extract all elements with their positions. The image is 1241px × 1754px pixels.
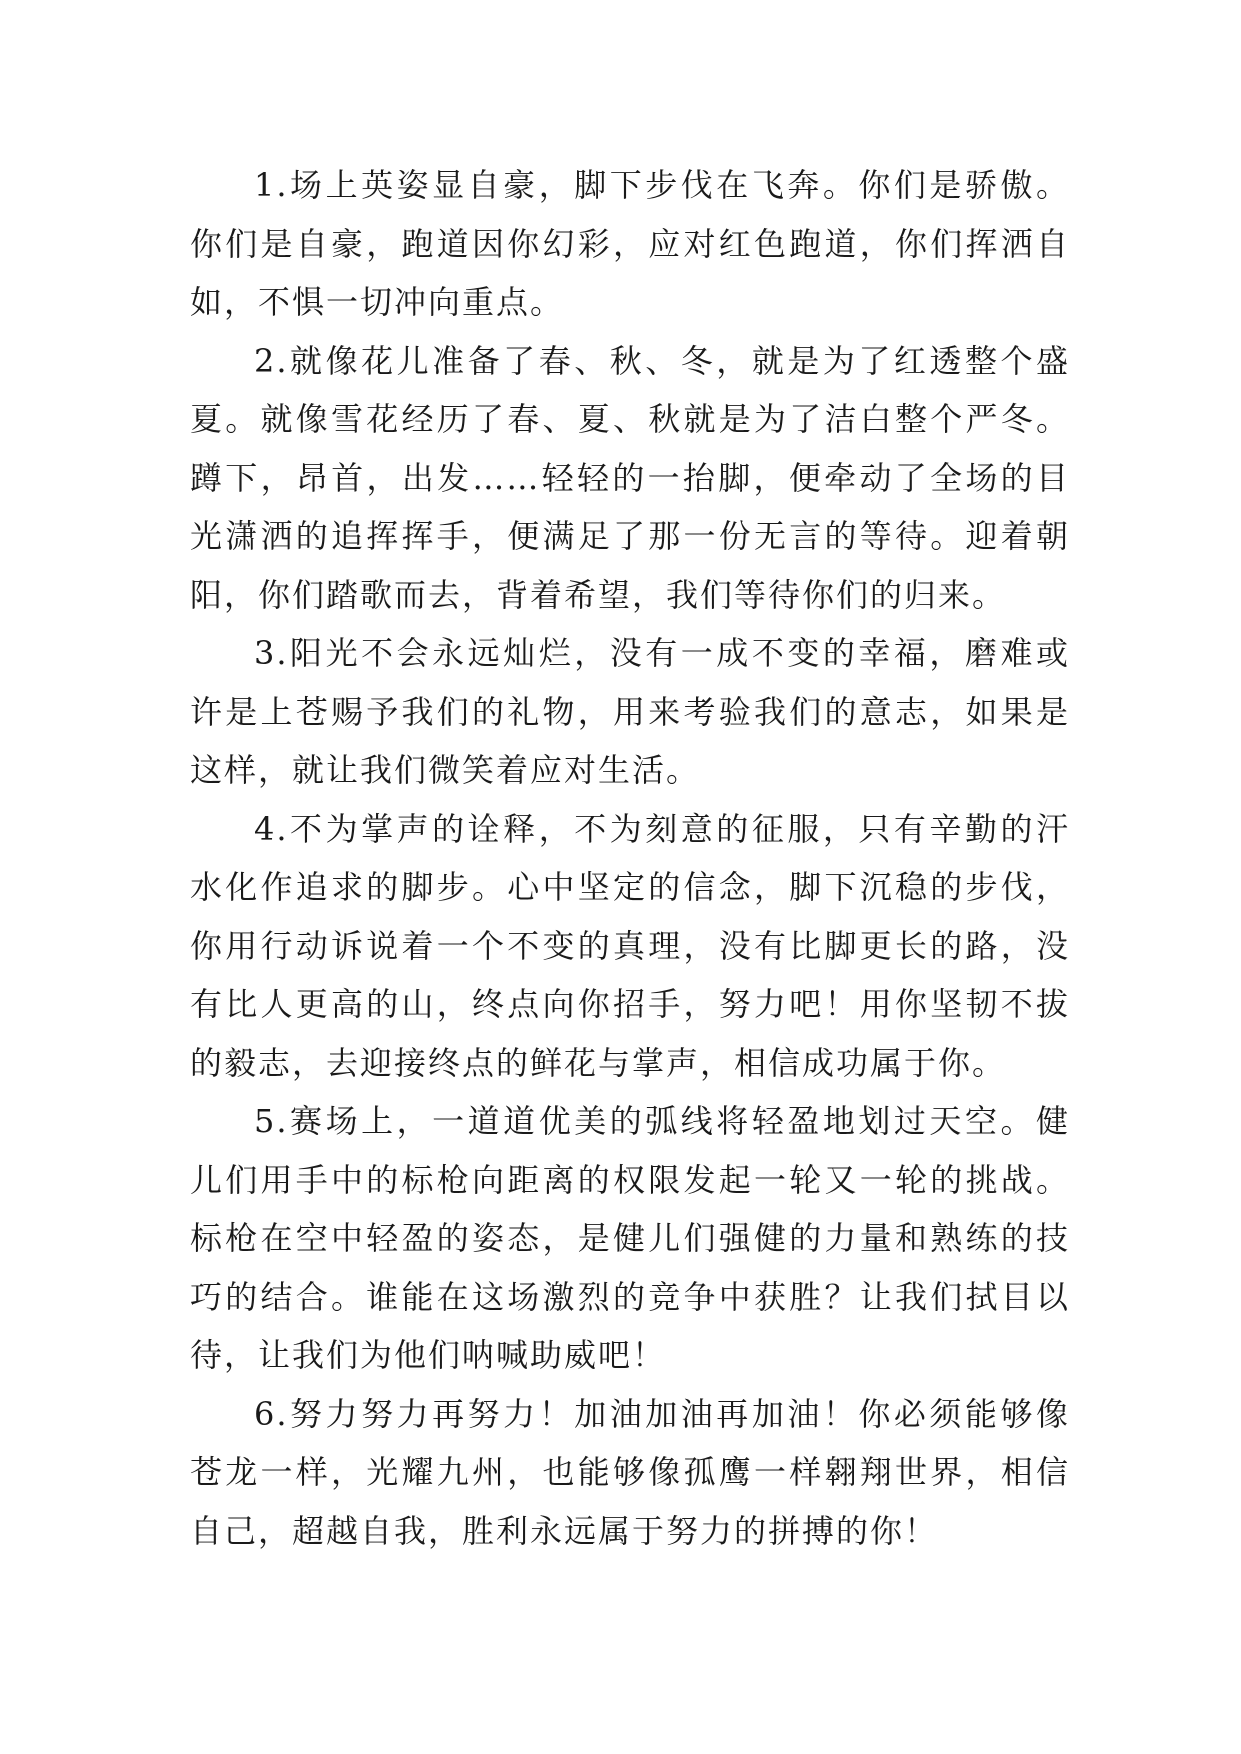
paragraph-3: 3.阳光不会永远灿烂，没有一成不变的幸福，磨难或许是上苍赐予我们的礼物，用来考验我们的意志，如果是这样，就让我们微笑着应对生活。 [190, 634, 1070, 789]
document-body [190, 156, 1070, 1560]
paragraph-6: 6.努力努力再努力！加油加油再加油！你必须能够像苍龙一样，光耀九州，也能够像孤鹰一样翱翔世界，相信自己，超越自我，胜利永远属于努力的拼搏的你！ [190, 1394, 1070, 1550]
paragraph-4: 4.不为掌声的诠释，不为刻意的征服，只有辛勤的汗水化作追求的脚步。心中坚定的信念，脚下沉稳的步伐，你用行动诉说着一个不变的真理，没有比脚更长的路，没有比人更高的山，终点向你招手，努力吧！用你坚韧不拔的毅志，去迎接终点的鲜花与掌声，相信成功属于你。 [190, 809, 1070, 1082]
paragraph-1: 1.场上英姿显自豪，脚下步伐在飞奔。你们是骄傲。你们是自豪，跑道因你幻彩，应对红色跑道，你们挥洒自如，不惧一切冲向重点。 [190, 166, 1070, 321]
paragraph-5: 5.赛场上，一道道优美的弧线将轻盈地划过天空。健儿们用手中的标枪向距离的权限发起一轮又一轮的挑战。标枪在空中轻盈的姿态，是健儿们强健的力量和熟练的技巧的结合。谁能在这场激烈的竞争中获胜？让我们拭目以待，让我们为他们呐喊助威吧！ [190, 1102, 1070, 1374]
paragraph-2: 2.就像花儿准备了春、秋、冬，就是为了红透整个盛夏。就像雪花经历了春、夏、秋就是为了洁白整个严冬。蹲下，昂首，出发……轻轻的一抬脚，便牵动了全场的目光潇洒的追挥挥手，便满足了那一份无言的等待。迎着朝阳，你们踏歌而去，背着希望，我们等待你们的归来。 [190, 341, 1070, 614]
